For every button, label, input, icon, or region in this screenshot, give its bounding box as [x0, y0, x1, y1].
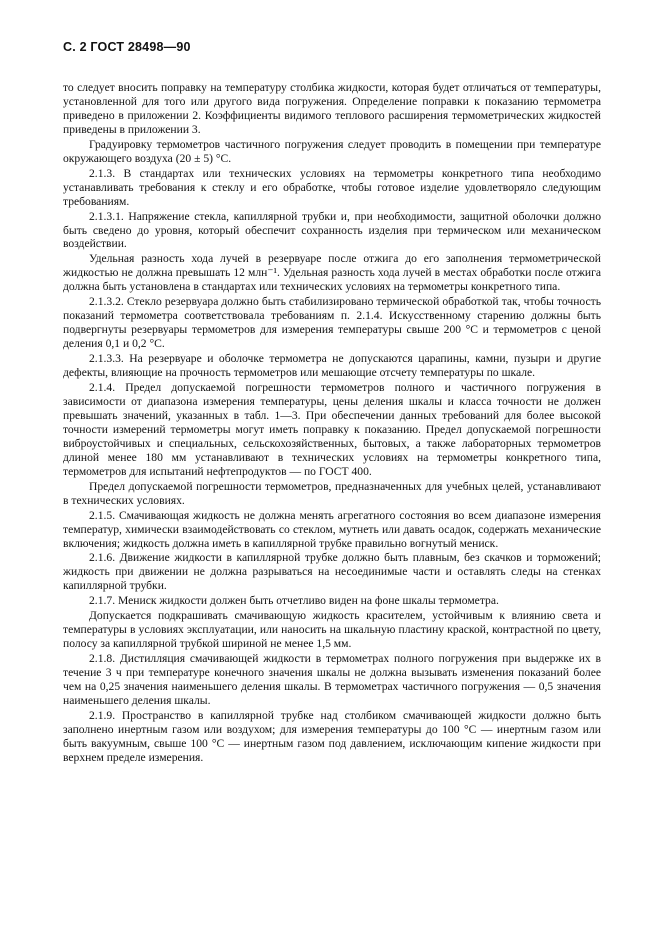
paragraph: 2.1.3. В стандартах или технических условиях на термометры конкретного типа необходимо устанавливать требования к стеклу и его обработке, чтобы готовое изделие удовлетворяло следующим требованиям.: [63, 166, 601, 208]
paragraph: Градуировку термометров частичного погружения следует проводить в помещении при температуре окружающего воздуха (20 ± 5) °С.: [63, 137, 601, 165]
paragraph: 2.1.3.1. Напряжение стекла, капиллярной трубки и, при необходимости, защитной оболочки должно быть сведено до уровня, который обеспечит сохранность изделия при термическом или механическом воздействии.: [63, 209, 601, 251]
paragraph: 2.1.3.3. На резервуаре и оболочке термометра не допускаются царапины, камни, пузыри и другие дефекты, влияющие на прочность термометров или мешающие отсчету температуры по шкале.: [63, 352, 601, 380]
document-page: [63, 40, 601, 766]
paragraph: 2.1.3.2. Стекло резервуара должно быть стабилизировано термической обработкой так, чтобы точность показаний термометра соответствовала требованиям п. 2.1.4. Искусственному старению должны быть подвергнуты резервуары термометров для измерения температуры свыше 200 °С и термометров с ценой деления 0,1 и 0,2 °С.: [63, 295, 601, 351]
paragraph: 2.1.6. Движение жидкости в капиллярной трубке должно быть плавным, без скачков и торможений; жидкость при движении не должна разрываться на несоединимые части и оставлять следы на стенках капиллярной трубки.: [63, 551, 601, 593]
paragraph: 2.1.5. Смачивающая жидкость не должна менять агрегатного состояния во всем диапазоне измерения температур, химически взаимодействовать со стеклом, мутнеть или давать осадок, содержать механические включения; жидкость должна иметь в капиллярной трубке правильно вогнутый мениск.: [63, 508, 601, 550]
paragraph: Допускается подкрашивать смачивающую жидкость красителем, устойчивым к влиянию света и температуры в условиях эксплуатации, или наносить на шкальную пластину краской, контрастной по цвету, полосу за капиллярной трубкой шириной не менее 1,5 мм.: [63, 609, 601, 651]
paragraph: то следует вносить поправку на температуру столбика жидкости, которая будет отличаться от температуры, установленной для того или другого вида погружения. Определение поправки к показанию термометра приведено в приложении 2. Коэффициенты видимого теплового расширения термометрических жидкостей приведены в приложении 3.: [63, 81, 601, 136]
paragraph: 2.1.9. Пространство в капиллярной трубке над столбиком смачивающей жидкости должно быть заполнено инертным газом или воздухом; для измерения температуры до 100 °С — инертным газом или быть вакуумным, свыше 100 °С — инертным газом под давлением, исключающим кипение жидкости при верхнем пределе измерения.: [63, 708, 601, 764]
paragraph: 2.1.7. Мениск жидкости должен быть отчетливо виден на фоне шкалы термометра.: [89, 594, 499, 608]
paragraph: 2.1.8. Дистилляция смачивающей жидкости в термометрах полного погружения при выдержке их в течение 3 ч при температуре конечного значения шкалы не должна вызывать изменения показаний более чем на 0,25 значения наименьшего деления шкалы. В термометрах частичного погружения — 0,5 значения наименьшего деления шкалы.: [63, 652, 601, 707]
paragraph: 2.1.4. Предел допускаемой погрешности термометров полного и частичного погружения в зависимости от диапазона измерения температуры, цены деления шкалы и класса точности не должен превышать значений, указанных в табл. 1—3. При обеспечении данных требований для более высокой точности измерений термометры могут иметь поправку к показанию. Предел допускаемой погрешности виброустойчивых и специальных, сельскохозяйственных, бытовых, а также лабораторных термометров длиной менее 180 мм устанавливают в технических условиях на термометры конкретного типа, термометров для испытаний нефтепродуктов — по ГОСТ 400.: [63, 381, 601, 478]
paragraph: Предел допускаемой погрешности термометров, предназначенных для учебных целей, устанавливают в технических условиях.: [63, 479, 601, 507]
document-body: [63, 81, 601, 765]
paragraph: Удельная разность хода лучей в резервуаре после отжига до его заполнения термометрической жидкостью не должна превышать 12 млн⁻¹. Удельная разность хода лучей в местах обработки после отжига должна быть установлена в стандартах или технических условиях на термометры конкретного типа.: [63, 252, 601, 294]
page-header: С. 2 ГОСТ 28498—90: [63, 40, 191, 54]
